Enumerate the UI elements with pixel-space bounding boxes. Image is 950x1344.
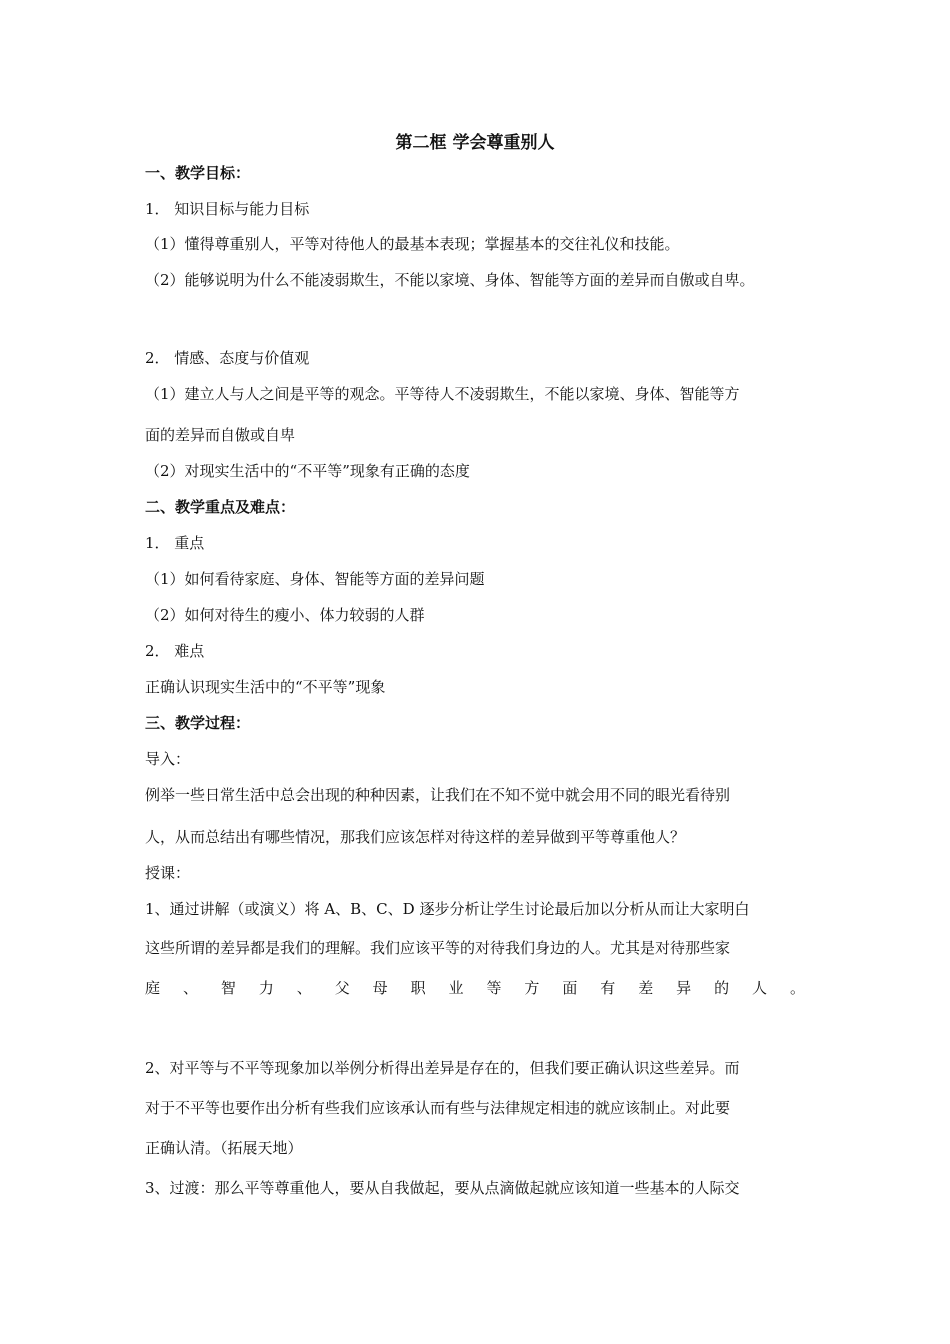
paragraph-line: 面的差异而自傲或自卑: [145, 426, 296, 444]
subheading-difficulty: 2． 难点: [145, 642, 205, 660]
char: 、: [182, 979, 198, 997]
char: 、: [296, 979, 312, 997]
paragraph-line: 这些所谓的差异都是我们的理解。我们应该平等的对待我们身边的人。尤其是对待那些家: [145, 939, 731, 957]
paragraph-line: 2、对平等与不平等现象加以举例分析得出差异是存在的，但我们要正确认识这些差异。而: [145, 1059, 740, 1077]
subheading-focus: 1． 重点: [145, 534, 205, 552]
subheading-emotion: 2． 情感、态度与价值观: [145, 349, 310, 367]
char: 。: [789, 979, 805, 997]
subheading-intro: 导入：: [145, 750, 191, 768]
char: 智: [220, 979, 236, 997]
paragraph-line: （2）对现实生活中的“不平等”现象有正确的态度: [145, 462, 470, 480]
char: 职: [410, 979, 426, 997]
paragraph-line: 正确认识现实生活中的“不平等”现象: [145, 678, 386, 696]
char: 有: [600, 979, 616, 997]
char: 面: [562, 979, 578, 997]
subheading-knowledge: 1． 知识目标与能力目标: [145, 200, 310, 218]
paragraph-line: 对于不平等也要作出分析有些我们应该承认而有些与法律规定相违的就应该制止。对此要: [145, 1099, 731, 1117]
subheading-lecture: 授课：: [145, 864, 191, 882]
justified-line: [145, 978, 805, 998]
paragraph-line: 例举一些日常生活中总会出现的种种因素，让我们在不知不觉中就会用不同的眼光看待别: [145, 786, 731, 804]
char: 的: [714, 979, 730, 997]
char: 业: [448, 979, 464, 997]
paragraph-line: （1）如何看待家庭、身体、智能等方面的差异问题: [145, 570, 485, 588]
paragraph-line: 3、过渡：那么平等尊重他人，要从自我做起，要从点滴做起就应该知道一些基本的人际交: [145, 1179, 740, 1197]
char: 力: [258, 979, 274, 997]
char: 等: [486, 979, 502, 997]
section-heading-keypoints: 二、教学重点及难点：: [145, 498, 296, 516]
char: 异: [676, 979, 692, 997]
paragraph-line: （2）能够说明为什么不能凌弱欺生，不能以家境、身体、智能等方面的差异而自傲或自卑。: [145, 271, 755, 289]
char: 父: [334, 979, 350, 997]
char: 庭: [145, 979, 161, 997]
page-title: 第二框 学会尊重别人: [395, 133, 555, 153]
paragraph-line: 人，从而总结出有哪些情况，那我们应该怎样对待这样的差异做到平等尊重他人？: [145, 828, 686, 846]
paragraph-line: （2）如何对待生的瘦小、体力较弱的人群: [145, 606, 425, 624]
char: 方: [524, 979, 540, 997]
section-heading-process: 三、教学过程：: [145, 714, 251, 732]
section-heading-objectives: 一、教学目标：: [145, 164, 251, 182]
paragraph-line: （1）建立人与人之间是平等的观念。平等待人不凌弱欺生，不能以家境、身体、智能等方: [145, 385, 740, 403]
paragraph-line: 正确认清。（拓展天地）: [145, 1139, 303, 1157]
char: 母: [372, 979, 388, 997]
paragraph-line: 1、通过讲解（或演义）将 A、B、C、D 逐步分析让学生讨论最后加以分析从而让大家明白: [145, 900, 750, 918]
char: 人: [752, 979, 768, 997]
char: 差: [638, 979, 654, 997]
paragraph-line: （1）懂得尊重别人，平等对待他人的最基本表现；掌握基本的交往礼仪和技能。: [145, 235, 680, 253]
